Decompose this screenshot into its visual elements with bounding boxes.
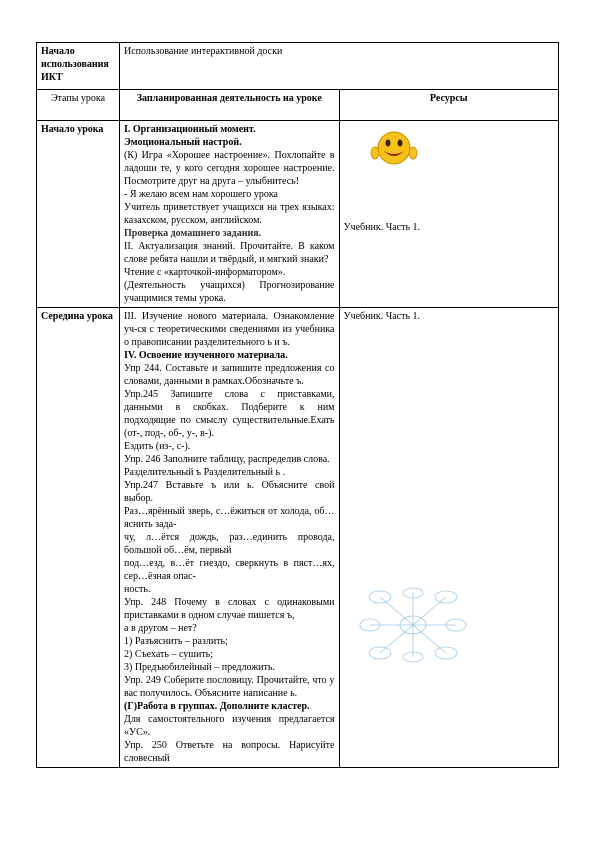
textbook-ref-1: Учебник. Часть 1. — [343, 222, 421, 233]
ict-start-label: Начало использования ИКТ — [37, 43, 120, 90]
ex-247-l2: чу, л…ётся дождь, раз…единить провода, большой об…ём, первый — [124, 532, 335, 556]
lesson-plan-page — [36, 42, 559, 768]
cluster-diagram-icon — [358, 585, 468, 665]
ict-use-text: Использование интерактивной доски — [120, 43, 559, 90]
org-moment: I. Организационный момент. — [124, 124, 256, 135]
start-activity — [120, 121, 340, 308]
ex-248-1: 1) Разъяснить – разлить; — [124, 636, 228, 647]
ex-247: Упр.247 Вставьте ъ или ь. Объясните свой выбор. — [124, 480, 335, 504]
ict-row — [37, 43, 559, 90]
smiley-thumbs-up-icon — [370, 127, 418, 171]
stage-middle: Середина урока — [37, 308, 120, 768]
stages-header: Этапы урока — [37, 90, 120, 121]
stage-start: Начало урока — [37, 121, 120, 308]
ex-247-l3: под…езд, в…ёт гнездо, сверкнуть в пяст…ях, сер…ёзная опас- — [124, 558, 335, 582]
greeting-text: Учитель приветствует учащихся на трех языках: казахском, русском, английском. — [124, 202, 335, 226]
game-text: (К) Игра «Хорошее настроение». Похлопайте в ладоши те, у кого сегодня хорошее настроение. Посмотрите друг на друга – улыбнитесь! — [124, 150, 335, 187]
ex-246: Упр. 246 Заполните таблицу, распределив слова. — [124, 454, 330, 465]
middle-resources — [339, 308, 559, 768]
actualization: II. Актуализация знаний. Прочитайте. В каком слове ребята нашли и твёрдый, и мягкий знаки? — [124, 241, 335, 265]
ex-244: Упр 244. Составьте и запишите предложения со словами, данными в рамках.Обозначьте ъ. — [124, 363, 335, 387]
lesson-start-row — [37, 121, 559, 308]
self-study: Для самостоятельного изучения предлагается «УС». — [124, 714, 335, 738]
group-work: (Г)Работа в группах. Дополните кластер. — [124, 701, 310, 712]
ex-247-l1: Раз…ярённый зверь, с…ёжиться от холода, об…яснить зада- — [124, 506, 335, 530]
homework-check: Проверка домашнего задания. — [124, 228, 262, 239]
lesson-plan-table — [36, 42, 559, 768]
ex-248-3: 3) Предъюбилейный – предложить. — [124, 662, 275, 673]
ex-248-b: а в другом – нет? — [124, 623, 197, 634]
textbook-ref-2: Учебник. Часть 1. — [343, 311, 421, 322]
lesson-middle-row — [37, 308, 559, 768]
wish-text: - Я желаю всем нам хорошего урока — [124, 189, 278, 200]
ex-247-l4: ность. — [124, 584, 151, 595]
ex-245-b: Ездить (из-, с-). — [124, 441, 191, 452]
ex-245: Упр.245 Запишите слова с приставками, данными в скобках. Подберите к ним подходящие по смыслу существительные.Ехать (от-, под-, об-, у-, в-). — [124, 389, 335, 439]
new-material: III. Изучение нового материала. Ознакомление уч-ся с теоретическими сведениями из учебника о правописании разделительного ь и ъ. — [124, 311, 335, 348]
ex-250: Упр. 250 Ответьте на вопросы. Нарисуйте словесный — [124, 740, 335, 764]
ex-248-2: 2) Съехать – сушить; — [124, 649, 214, 660]
ex-248: Упр. 248 Почему в словах с одинаковыми приставками в одном случае пишется ъ, — [124, 597, 335, 621]
start-resources — [339, 121, 559, 308]
table-header-row — [37, 90, 559, 121]
ex-249: Упр. 249 Соберите пословицу. Прочитайте, что у вас получилось. Объясните написание ь. — [124, 675, 335, 699]
emotional-mood: Эмоциональный настрой. — [124, 137, 242, 148]
resources-header: Ресурсы — [339, 90, 559, 121]
activity-header: Запланированная деятельность на уроке — [120, 90, 340, 121]
mastering: IV. Освоение изученного материала. — [124, 350, 288, 361]
ex-246-table: Разделительный ъ Разделительный ь . — [124, 467, 286, 478]
student-activity: (Деятельность учащихся) Прогнозирование учащимися темы урока. — [124, 280, 335, 304]
card-reading: Чтение с «карточкой-информатором». — [124, 267, 286, 278]
middle-activity — [120, 308, 340, 768]
